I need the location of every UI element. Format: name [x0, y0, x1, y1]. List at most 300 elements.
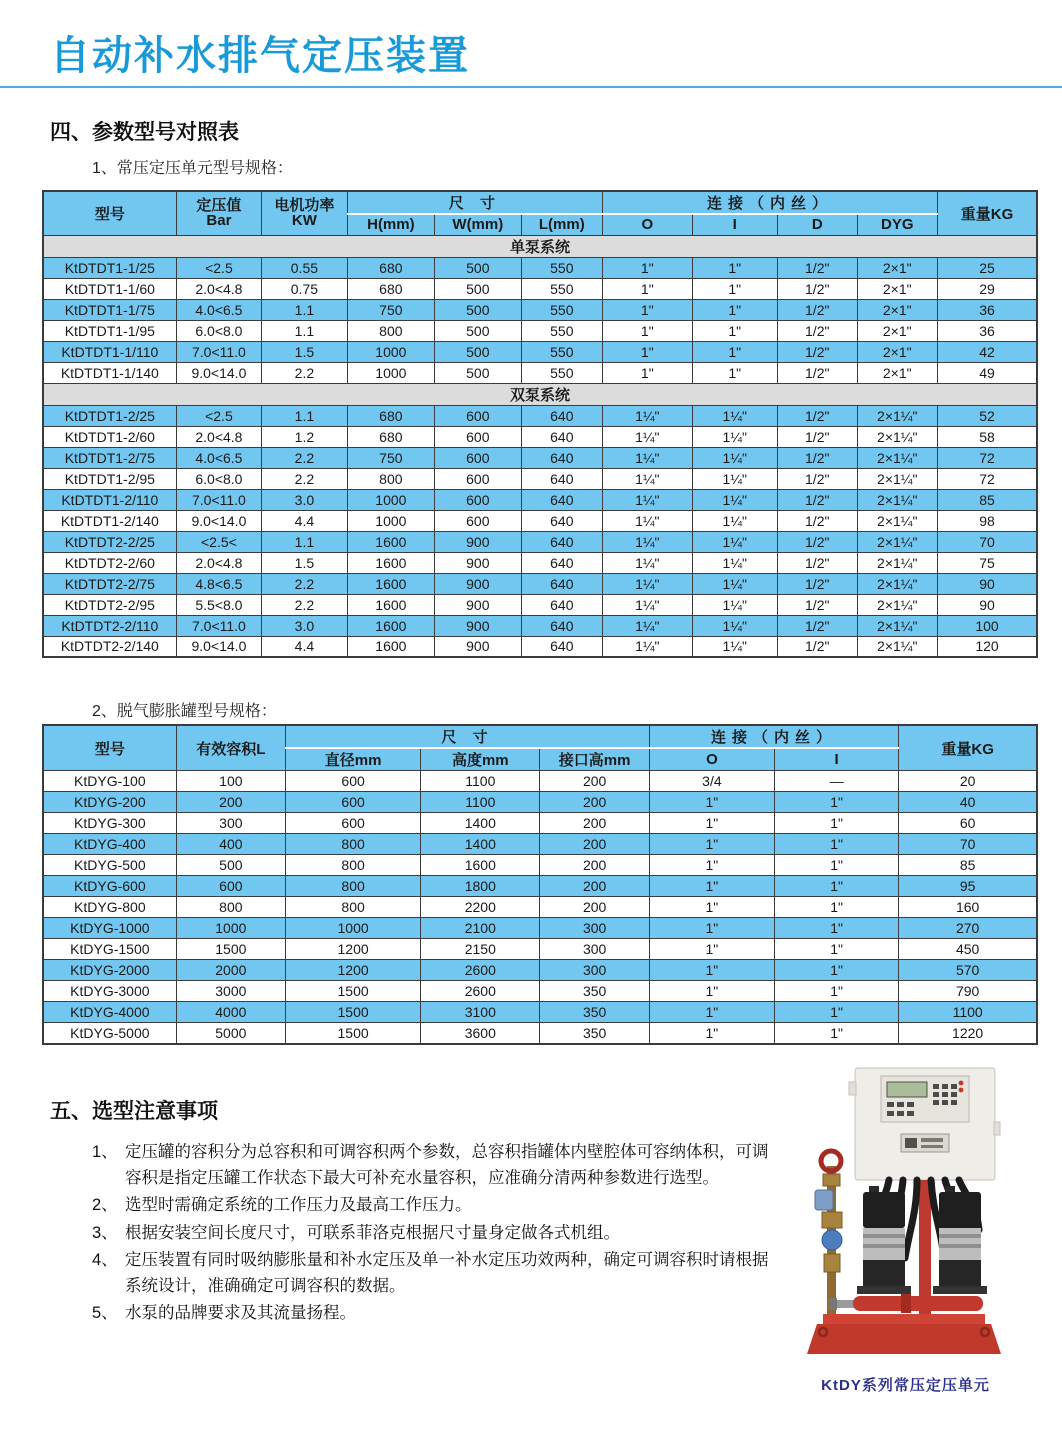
table-cell: 500	[176, 855, 285, 876]
table-row	[43, 341, 1037, 362]
table-cell: 1/2"	[777, 405, 857, 426]
table-cell: KtDYG-500	[43, 855, 176, 876]
table-cell: 1"	[649, 855, 774, 876]
table-cell: 1"	[775, 981, 899, 1002]
table-cell: 1.2	[262, 426, 347, 447]
table-cell: 550	[521, 362, 603, 383]
table-cell: 1"	[649, 897, 774, 918]
table-cell: 1"	[775, 876, 899, 897]
table-cell: 500	[435, 299, 521, 320]
table-cell: 1000	[176, 918, 285, 939]
table-cell: 300	[176, 813, 285, 834]
col-header-o: O	[603, 214, 692, 235]
table-cell: KtDYG-800	[43, 897, 176, 918]
note-text: 根据安装空间长度尺寸，可联系菲洛克根据尺寸量身定做各式机组。	[125, 1223, 620, 1242]
table-cell: 2×1"	[857, 278, 938, 299]
table-cell: 1.1	[262, 299, 347, 320]
table-cell: 1"	[649, 918, 774, 939]
table-cell: 1220	[899, 1023, 1037, 1044]
table-cell: 2.2	[262, 573, 347, 594]
table-cell: 85	[938, 489, 1038, 510]
table-cell: 1"	[649, 792, 774, 813]
col-header-model: 型号	[43, 725, 176, 771]
col-header-power-line1: 电机功率	[274, 196, 335, 214]
table-cell: KtDTDT2-2/25	[43, 531, 176, 552]
table-cell: 1"	[775, 1023, 899, 1044]
table-cell: 600	[435, 468, 521, 489]
table-cell: 1¼"	[603, 489, 692, 510]
table-cell: 640	[521, 573, 603, 594]
table-cell: 1200	[286, 960, 421, 981]
table-cell: 2×1¼"	[857, 447, 938, 468]
table-cell: 200	[540, 771, 649, 792]
table-cell: KtDTDT1-2/25	[43, 405, 176, 426]
table-cell: 1/2"	[777, 362, 857, 383]
table-cell: 1600	[347, 573, 434, 594]
table-row	[43, 1023, 1037, 1044]
table-cell: 600	[286, 792, 421, 813]
table-cell: 2150	[421, 939, 540, 960]
table-cell: 750	[347, 447, 434, 468]
table-cell: 2.0<4.8	[176, 278, 261, 299]
table-cell: 0.55	[262, 257, 347, 278]
table-cell: 1200	[286, 939, 421, 960]
table-cell: KtDYG-3000	[43, 981, 176, 1002]
table-cell: KtDTDT1-2/140	[43, 510, 176, 531]
page-title: 自动补水排气定压装置	[50, 34, 470, 78]
table-cell: 95	[899, 876, 1037, 897]
note-item	[92, 1193, 782, 1219]
col-header-model: 型号	[43, 191, 176, 235]
group-header-cell: 双泵系统	[43, 383, 1037, 405]
table-cell: 550	[521, 341, 603, 362]
table-cell: 400	[176, 834, 285, 855]
table-cell: 7.0<11.0	[176, 489, 261, 510]
col-header-diameter: 直径mm	[286, 748, 421, 771]
table-cell: 300	[540, 939, 649, 960]
table-cell: 1¼"	[603, 594, 692, 615]
table-cell: 3600	[421, 1023, 540, 1044]
product-photo-figure	[793, 1062, 1018, 1395]
table-cell: 640	[521, 636, 603, 657]
table-cell: 85	[899, 855, 1037, 876]
group-header-row	[43, 235, 1037, 257]
col-header-port-height: 接口高mm	[540, 748, 649, 771]
table-cell: 1"	[775, 897, 899, 918]
table-cell: 550	[521, 320, 603, 341]
table-cell: 75	[938, 552, 1038, 573]
table-cell: 800	[176, 897, 285, 918]
table-cell: 60	[899, 813, 1037, 834]
table-cell: 750	[347, 299, 434, 320]
table-row	[43, 636, 1037, 657]
table-cell: KtDTDT1-1/25	[43, 257, 176, 278]
table-cell: 1¼"	[692, 552, 777, 573]
table-cell: 3.0	[262, 615, 347, 636]
col-header-pressure-line1: 定压值	[196, 196, 242, 214]
table-cell: 36	[938, 320, 1038, 341]
table-cell: 1¼"	[692, 489, 777, 510]
table-cell: 550	[521, 278, 603, 299]
table-cell: 5000	[176, 1023, 285, 1044]
table-cell: 680	[347, 278, 434, 299]
table-cell: 160	[899, 897, 1037, 918]
table-cell: 1"	[603, 341, 692, 362]
table-cell: 2600	[421, 960, 540, 981]
table-cell: 9.0<14.0	[176, 636, 261, 657]
table-cell: 1/2"	[777, 552, 857, 573]
selection-notes-list	[92, 1140, 782, 1329]
table-cell: 350	[540, 981, 649, 1002]
table-cell: 1¼"	[603, 552, 692, 573]
table-cell: 550	[521, 299, 603, 320]
table-cell: 70	[938, 531, 1038, 552]
table-cell: 2600	[421, 981, 540, 1002]
col-header-pressure	[176, 191, 261, 235]
table-cell: 1000	[347, 510, 434, 531]
table-row	[43, 1002, 1037, 1023]
table-row	[43, 278, 1037, 299]
pressure-unit-table	[42, 190, 1038, 658]
table-row	[43, 531, 1037, 552]
table-cell: 1100	[421, 771, 540, 792]
note-text: 选型时需确定系统的工作压力及最高工作压力。	[125, 1196, 472, 1215]
table-cell: 1000	[286, 918, 421, 939]
table-row	[43, 299, 1037, 320]
table-cell: 1500	[286, 1023, 421, 1044]
col-header-o: O	[649, 748, 774, 771]
table-cell: 90	[938, 594, 1038, 615]
table-cell: 1/2"	[777, 615, 857, 636]
table-cell: 1600	[347, 615, 434, 636]
table-cell: 1¼"	[692, 426, 777, 447]
table-cell: 350	[540, 1002, 649, 1023]
table-row	[43, 573, 1037, 594]
table-cell: 1500	[286, 981, 421, 1002]
table-cell: 200	[540, 855, 649, 876]
table-cell: 6.0<8.0	[176, 320, 261, 341]
table-cell: 1.1	[262, 320, 347, 341]
col-header-connection-group: 连接（内丝）	[603, 191, 938, 214]
table-cell: 2×1"	[857, 320, 938, 341]
table-cell: 2×1¼"	[857, 489, 938, 510]
table-cell: KtDTDT2-2/75	[43, 573, 176, 594]
table-cell: 1.1	[262, 531, 347, 552]
table-cell: 200	[540, 813, 649, 834]
table-cell: 1"	[649, 876, 774, 897]
table-cell: 1500	[286, 1002, 421, 1023]
table-cell: 1"	[603, 299, 692, 320]
table-cell: 600	[286, 771, 421, 792]
table-cell: 2×1¼"	[857, 594, 938, 615]
table-cell: 2×1¼"	[857, 426, 938, 447]
col-header-d: D	[777, 214, 857, 235]
table-cell: KtDYG-4000	[43, 1002, 176, 1023]
table-cell: 1"	[692, 341, 777, 362]
table-cell: 42	[938, 341, 1038, 362]
table-row	[43, 771, 1037, 792]
table-cell: 2×1"	[857, 257, 938, 278]
table-cell: 500	[435, 362, 521, 383]
table-cell: 2×1¼"	[857, 531, 938, 552]
col-header-pressure-line2: Bar	[206, 212, 232, 230]
table-row	[43, 468, 1037, 489]
table-cell: 3.0	[262, 489, 347, 510]
table-cell: 640	[521, 615, 603, 636]
table-cell: 1"	[692, 362, 777, 383]
table-cell: 500	[435, 278, 521, 299]
table-cell: 49	[938, 362, 1038, 383]
table-cell: 1000	[347, 362, 434, 383]
table-cell: 40	[899, 792, 1037, 813]
table-cell: 2×1¼"	[857, 573, 938, 594]
table-cell: 550	[521, 257, 603, 278]
table-cell: 2×1"	[857, 341, 938, 362]
table-cell: 1/2"	[777, 489, 857, 510]
table-cell: 1¼"	[692, 615, 777, 636]
table-cell: 640	[521, 489, 603, 510]
table-cell: KtDYG-600	[43, 876, 176, 897]
table-cell: 500	[435, 341, 521, 362]
table-cell: 1"	[649, 1023, 774, 1044]
table-cell: KtDYG-300	[43, 813, 176, 834]
table-cell: 1"	[603, 362, 692, 383]
table-cell: 300	[540, 960, 649, 981]
note-number: 2、	[92, 1196, 118, 1215]
note-number: 3、	[92, 1223, 118, 1242]
table-row	[43, 552, 1037, 573]
table-cell: <2.5	[176, 405, 261, 426]
table-cell: 1"	[603, 278, 692, 299]
table-cell: 1"	[603, 257, 692, 278]
note-number: 4、	[92, 1251, 118, 1270]
group-header-row	[43, 383, 1037, 405]
table-cell: 1"	[775, 813, 899, 834]
table-cell: 4.8<6.5	[176, 573, 261, 594]
table-cell: 600	[435, 447, 521, 468]
table-cell: 800	[286, 834, 421, 855]
table-cell: 3000	[176, 981, 285, 1002]
table-cell: KtDTDT1-1/60	[43, 278, 176, 299]
table-cell: 600	[176, 876, 285, 897]
table-cell: 200	[540, 834, 649, 855]
table-cell: 300	[540, 918, 649, 939]
table-cell: 1"	[603, 320, 692, 341]
table-cell: 640	[521, 426, 603, 447]
table-cell: 1600	[347, 636, 434, 657]
group-header-cell: 单泵系统	[43, 235, 1037, 257]
table-cell: <2.5<	[176, 531, 261, 552]
table-cell: KtDYG-1500	[43, 939, 176, 960]
table-row	[43, 426, 1037, 447]
table-cell: 2000	[176, 960, 285, 981]
table-cell: 1¼"	[692, 636, 777, 657]
table-cell: 900	[435, 615, 521, 636]
table-cell: KtDTDT1-2/75	[43, 447, 176, 468]
table-cell: 25	[938, 257, 1038, 278]
table-cell: 600	[435, 510, 521, 531]
table-row	[43, 510, 1037, 531]
table-cell: KtDYG-2000	[43, 960, 176, 981]
table-row	[43, 792, 1037, 813]
table-cell: KtDTDT1-2/110	[43, 489, 176, 510]
col-header-weight: 重量KG	[899, 725, 1037, 771]
table-cell: 1¼"	[603, 510, 692, 531]
table2-sub-label: 2、脱气膨胀罐型号规格：	[92, 703, 277, 720]
note-number: 5、	[92, 1304, 118, 1323]
table-cell: 200	[540, 897, 649, 918]
table-cell: —	[775, 771, 899, 792]
table-cell: 1/2"	[777, 320, 857, 341]
table-cell: 29	[938, 278, 1038, 299]
section-5-heading: 五、选型注意事项	[50, 1100, 218, 1123]
table-cell: 640	[521, 510, 603, 531]
table-cell: 1"	[692, 320, 777, 341]
table-cell: 9.0<14.0	[176, 362, 261, 383]
table-cell: 1"	[649, 939, 774, 960]
note-item	[92, 1140, 782, 1191]
table-row	[43, 981, 1037, 1002]
table-cell: 1"	[775, 855, 899, 876]
table-cell: 98	[938, 510, 1038, 531]
table-cell: 2×1¼"	[857, 468, 938, 489]
table-cell: 1/2"	[777, 531, 857, 552]
table-row	[43, 405, 1037, 426]
table-cell: 2100	[421, 918, 540, 939]
table-cell: 800	[347, 320, 434, 341]
table-cell: 1600	[347, 531, 434, 552]
table-cell: KtDYG-400	[43, 834, 176, 855]
table-cell: 1"	[649, 813, 774, 834]
table-row	[43, 594, 1037, 615]
table-row	[43, 960, 1037, 981]
note-text: 定压罐的容积分为总容积和可调容积两个参数，总容积指罐体内壁腔体可容纳体积，可调容积是指定压罐工作状态下最大可补充水量容积，应准确分清两种参数进行选型。	[125, 1143, 769, 1187]
table-cell: KtDTDT2-2/140	[43, 636, 176, 657]
table-cell: 1"	[692, 257, 777, 278]
col-header-height: 高度mm	[421, 748, 540, 771]
table-cell: 1000	[347, 489, 434, 510]
table-cell: 1100	[899, 1002, 1037, 1023]
table-cell: 1/2"	[777, 636, 857, 657]
table-cell: 9.0<14.0	[176, 510, 261, 531]
table-cell: 1600	[421, 855, 540, 876]
col-header-connection-group: 连接（内丝）	[649, 725, 898, 748]
table-cell: 800	[286, 876, 421, 897]
col-header-power-line2: KW	[291, 212, 317, 230]
expansion-tank-table	[42, 724, 1038, 1045]
col-header-size-group: 尺 寸	[286, 725, 650, 748]
table-cell: 500	[435, 257, 521, 278]
table-cell: 2×1¼"	[857, 636, 938, 657]
table-cell: 20	[899, 771, 1037, 792]
col-header-w: W(mm)	[435, 214, 521, 235]
note-number: 1、	[92, 1143, 118, 1161]
table-cell: 1¼"	[603, 426, 692, 447]
table-cell: 120	[938, 636, 1038, 657]
table-cell: 2200	[421, 897, 540, 918]
table-cell: 1"	[775, 834, 899, 855]
table-cell: 790	[899, 981, 1037, 1002]
table-cell: 900	[435, 636, 521, 657]
table-cell: 1"	[775, 918, 899, 939]
table-cell: 70	[899, 834, 1037, 855]
table-cell: 4.4	[262, 636, 347, 657]
col-header-i: I	[775, 748, 899, 771]
table-cell: 1100	[421, 792, 540, 813]
table-cell: 1"	[649, 960, 774, 981]
table-cell: 800	[286, 855, 421, 876]
section-4-heading: 四、参数型号对照表	[50, 121, 239, 144]
table-cell: 640	[521, 594, 603, 615]
table-cell: 2.2	[262, 362, 347, 383]
table-cell: KtDTDT1-2/95	[43, 468, 176, 489]
table-cell: <2.5	[176, 257, 261, 278]
table-row	[43, 813, 1037, 834]
table-cell: 2.0<4.8	[176, 426, 261, 447]
table-cell: KtDTDT1-1/95	[43, 320, 176, 341]
table-cell: 1¼"	[692, 405, 777, 426]
table-cell: KtDYG-100	[43, 771, 176, 792]
table-cell: 1/2"	[777, 447, 857, 468]
table-cell: 1/2"	[777, 299, 857, 320]
table-cell: KtDYG-5000	[43, 1023, 176, 1044]
table-cell: 1.5	[262, 341, 347, 362]
table-cell: 1¼"	[603, 615, 692, 636]
table-cell: 500	[435, 320, 521, 341]
col-header-i: I	[692, 214, 777, 235]
table-cell: 1000	[347, 341, 434, 362]
table-cell: 1"	[649, 981, 774, 1002]
table-cell: 1400	[421, 813, 540, 834]
table-cell: 680	[347, 257, 434, 278]
table-row	[43, 362, 1037, 383]
table-cell: 1/2"	[777, 594, 857, 615]
table-cell: 1/2"	[777, 257, 857, 278]
table-cell: 1/2"	[777, 468, 857, 489]
col-header-h: H(mm)	[347, 214, 434, 235]
table-row	[43, 834, 1037, 855]
table-cell: 1.1	[262, 405, 347, 426]
photo-caption: KtDY系列常压定压单元	[821, 1377, 990, 1394]
table-cell: 900	[435, 531, 521, 552]
table-cell: 1¼"	[603, 531, 692, 552]
table-row	[43, 876, 1037, 897]
table-cell: 72	[938, 447, 1038, 468]
col-header-volume: 有效容积L	[176, 725, 285, 771]
table-cell: 640	[521, 552, 603, 573]
table-cell: 6.0<8.0	[176, 468, 261, 489]
table-cell: 680	[347, 426, 434, 447]
table-cell: 800	[347, 468, 434, 489]
table-cell: KtDTDT1-1/75	[43, 299, 176, 320]
col-header-power	[262, 191, 347, 235]
table-cell: 72	[938, 468, 1038, 489]
table-cell: 1¼"	[603, 636, 692, 657]
table-cell: 4.4	[262, 510, 347, 531]
table-row	[43, 918, 1037, 939]
table-cell: 2×1¼"	[857, 615, 938, 636]
note-text: 定压装置有同时吸纳膨胀量和补水定压及单一补水定压功效两种，确定可调容积时请根据系统设计，准确确定可调容积的数据。	[125, 1251, 769, 1295]
table-cell: 3100	[421, 1002, 540, 1023]
table-cell: 640	[521, 447, 603, 468]
table-cell: 3/4	[649, 771, 774, 792]
table-cell: 1¼"	[692, 531, 777, 552]
table1-sub-label: 1、常压定压单元型号规格：	[92, 160, 293, 177]
table-cell: 1.5	[262, 552, 347, 573]
col-header-dyg: DYG	[857, 214, 938, 235]
table-row	[43, 615, 1037, 636]
table-cell: 1"	[775, 1002, 899, 1023]
